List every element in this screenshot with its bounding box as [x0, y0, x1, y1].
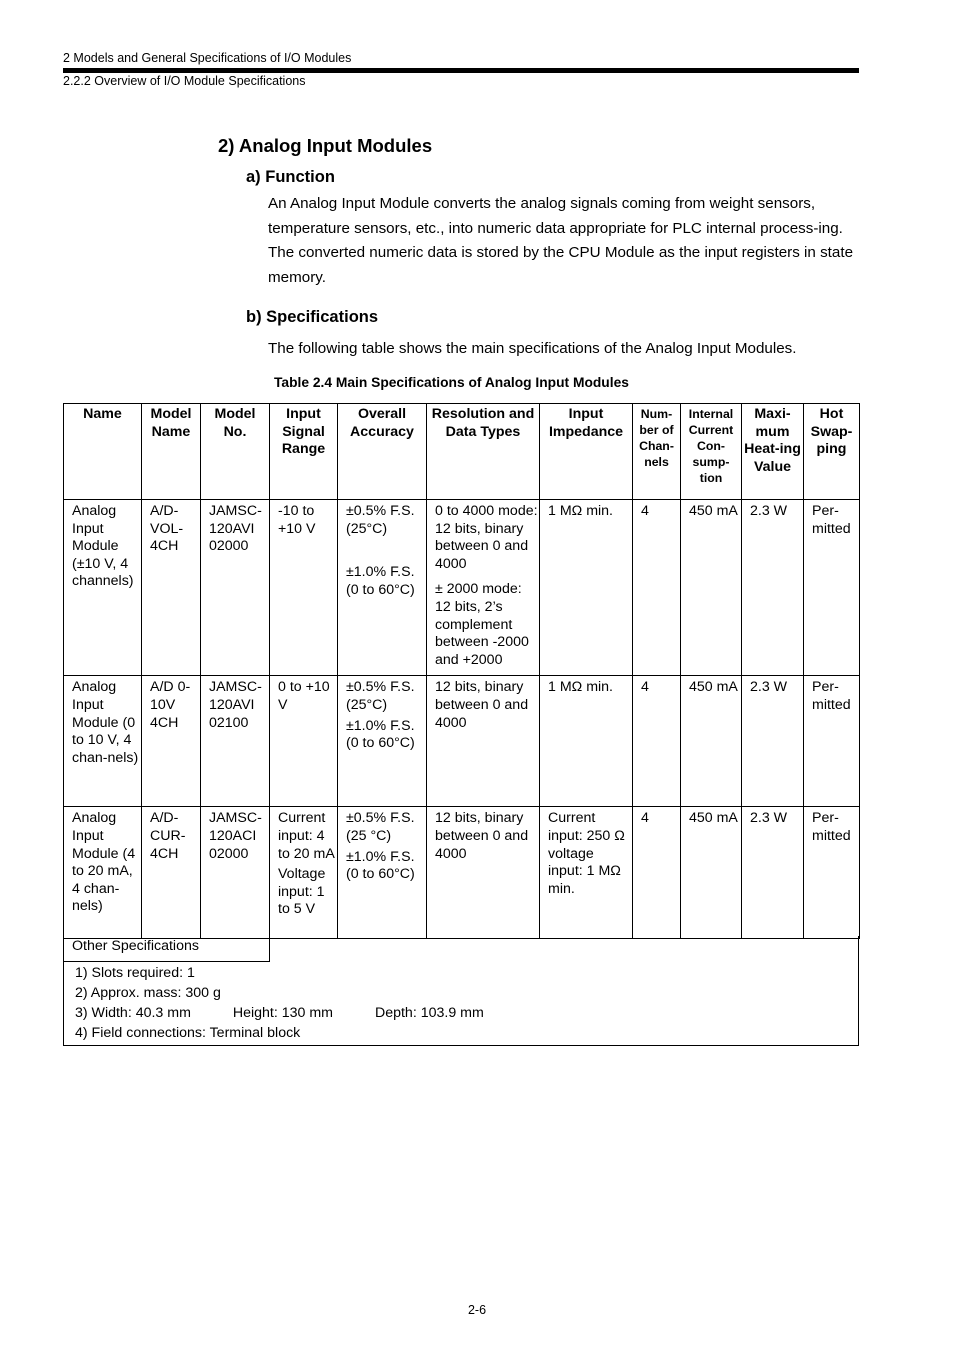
spec-height: Height: 130 mm: [232, 1005, 334, 1021]
header-model-no: Model No.: [201, 404, 270, 500]
cell-channels: 4: [633, 807, 681, 939]
list-item: 1) Slots required: 1: [75, 965, 195, 981]
specifications-intro: The following table shows the main specifications of the Analog Input Modules.: [268, 340, 797, 357]
header-hot-swapping: Hot Swap-ping: [804, 404, 860, 500]
resolution-mode-2000: ± 2000 mode: 12 bits, 2’s complement between -2000 and +2000: [435, 581, 529, 668]
cell-channels: 4: [633, 500, 681, 676]
running-header-chapter: 2 Models and General Specifications of I/O Modules: [63, 51, 352, 65]
table-row: [64, 676, 860, 807]
cell-heating: 2.3 W: [742, 500, 804, 676]
specifications-heading: b) Specifications: [246, 308, 379, 326]
cell-input-range: 0 to +10 V: [270, 676, 338, 807]
cell-heating: 2.3 W: [742, 807, 804, 939]
header-resolution: Resolution and Data Types: [427, 404, 540, 500]
spec-depth: Depth: 103.9 mm: [374, 1005, 484, 1021]
cell-name: Analog Input Module (±10 V, 4 channels): [64, 500, 142, 676]
header-heating: Maxi-mum Heat-ing Value: [742, 404, 804, 500]
cell-hot-swapping: Per-mitted: [804, 807, 860, 939]
header-current: Internal Current Con-sump-tion: [681, 404, 742, 500]
function-paragraph: An Analog Input Module converts the analog signals coming from weight sensors, temperature sensors, etc., into numeric data appropriate for PLC internal process-ing. The converted numeric data is stored by the CPU Module as the input registers in state memory.: [268, 195, 854, 286]
cell-model-no: JAMSC-120AVI 02000: [201, 500, 270, 676]
accuracy-25c: ±0.5% F.S. (25 °C): [346, 810, 415, 844]
table-caption: Table 2.4 Main Specifications of Analog Input Modules: [274, 375, 629, 390]
header-input-impedance: Input Impedance: [540, 404, 633, 500]
accuracy-25c: ±0.5% F.S. (25°C): [346, 503, 415, 537]
cell-impedance: 1 MΩ min.: [540, 676, 633, 807]
cell-name: Analog Input Module (4 to 20 mA, 4 chan-nels): [64, 807, 142, 939]
cell-hot-swapping: Per-mitted: [804, 500, 860, 676]
cell-channels: 4: [633, 676, 681, 807]
cell-model-no: JAMSC-120AVI 02100: [201, 676, 270, 807]
section-title: 2) Analog Input Modules: [218, 135, 433, 156]
running-header-section: 2.2.2 Overview of I/O Module Specifications: [63, 74, 306, 88]
input-range-current: Current input: 4 to 20 mA: [278, 810, 335, 862]
cell-accuracy: [338, 807, 427, 939]
header-overall-accuracy: Overall Accuracy: [338, 404, 427, 500]
list-item: 4) Field connections: Terminal block: [75, 1025, 301, 1041]
other-specifications-list: [75, 963, 484, 1043]
cell-impedance: 1 MΩ min.: [540, 500, 633, 676]
resolution-mode-4000: 0 to 4000 mode: 12 bits, binary between 0 and 4000: [435, 503, 538, 572]
cell-accuracy: [338, 500, 427, 676]
table-row: [64, 807, 860, 939]
cell-resolution: 12 bits, binary between 0 and 4000: [427, 807, 540, 939]
cell-impedance: Current input: 250 Ω voltage input: 1 MΩ min.: [540, 807, 633, 939]
cell-current: 450 mA: [681, 807, 742, 939]
cell-accuracy: [338, 676, 427, 807]
function-heading: a) Function: [246, 168, 335, 186]
cell-model-no: JAMSC-120ACI 02000: [201, 807, 270, 939]
table-row: [64, 500, 860, 676]
cell-heating: 2.3 W: [742, 676, 804, 807]
list-item: 2) Approx. mass: 300 g: [75, 985, 221, 1001]
spec-width: 3) Width: 40.3 mm: [75, 1005, 191, 1021]
cell-model-name: A/D-CUR-4CH: [142, 807, 201, 939]
header-rule: [63, 68, 859, 73]
accuracy-0-60c: ±1.0% F.S. (0 to 60°C): [346, 717, 415, 752]
header-channels: Num-ber of Chan-nels: [633, 404, 681, 500]
accuracy-0-60c: ±1.0% F.S. (0 to 60°C): [346, 564, 415, 598]
other-specifications-title: Other Specifications: [64, 936, 270, 962]
list-item: [75, 1003, 484, 1023]
table-header-row: [64, 404, 860, 500]
page-number: 2-6: [467, 1303, 487, 1317]
cell-input-range: -10 to +10 V: [270, 500, 338, 676]
cell-resolution: 12 bits, binary between 0 and 4000: [427, 676, 540, 807]
cell-name: Analog Input Module (0 to 10 V, 4 chan-nels): [64, 676, 142, 807]
accuracy-25c: ±0.5% F.S. (25°C): [346, 679, 415, 713]
header-input-signal-range: Input Signal Range: [270, 404, 338, 500]
cell-current: 450 mA: [681, 500, 742, 676]
cell-input-range: [270, 807, 338, 939]
header-model-name: Model Name: [142, 404, 201, 500]
specifications-table: [63, 403, 860, 939]
accuracy-0-60c: ±1.0% F.S. (0 to 60°C): [346, 848, 415, 883]
cell-model-name: A/D 0-10V 4CH: [142, 676, 201, 807]
cell-model-name: A/D-VOL-4CH: [142, 500, 201, 676]
input-range-voltage: Voltage input: 1 to 5 V: [278, 866, 326, 918]
other-specifications-box: [63, 936, 859, 1046]
header-name: Name: [64, 404, 142, 500]
cell-hot-swapping: Per-mitted: [804, 676, 860, 807]
cell-current: 450 mA: [681, 676, 742, 807]
cell-resolution: [427, 500, 540, 676]
